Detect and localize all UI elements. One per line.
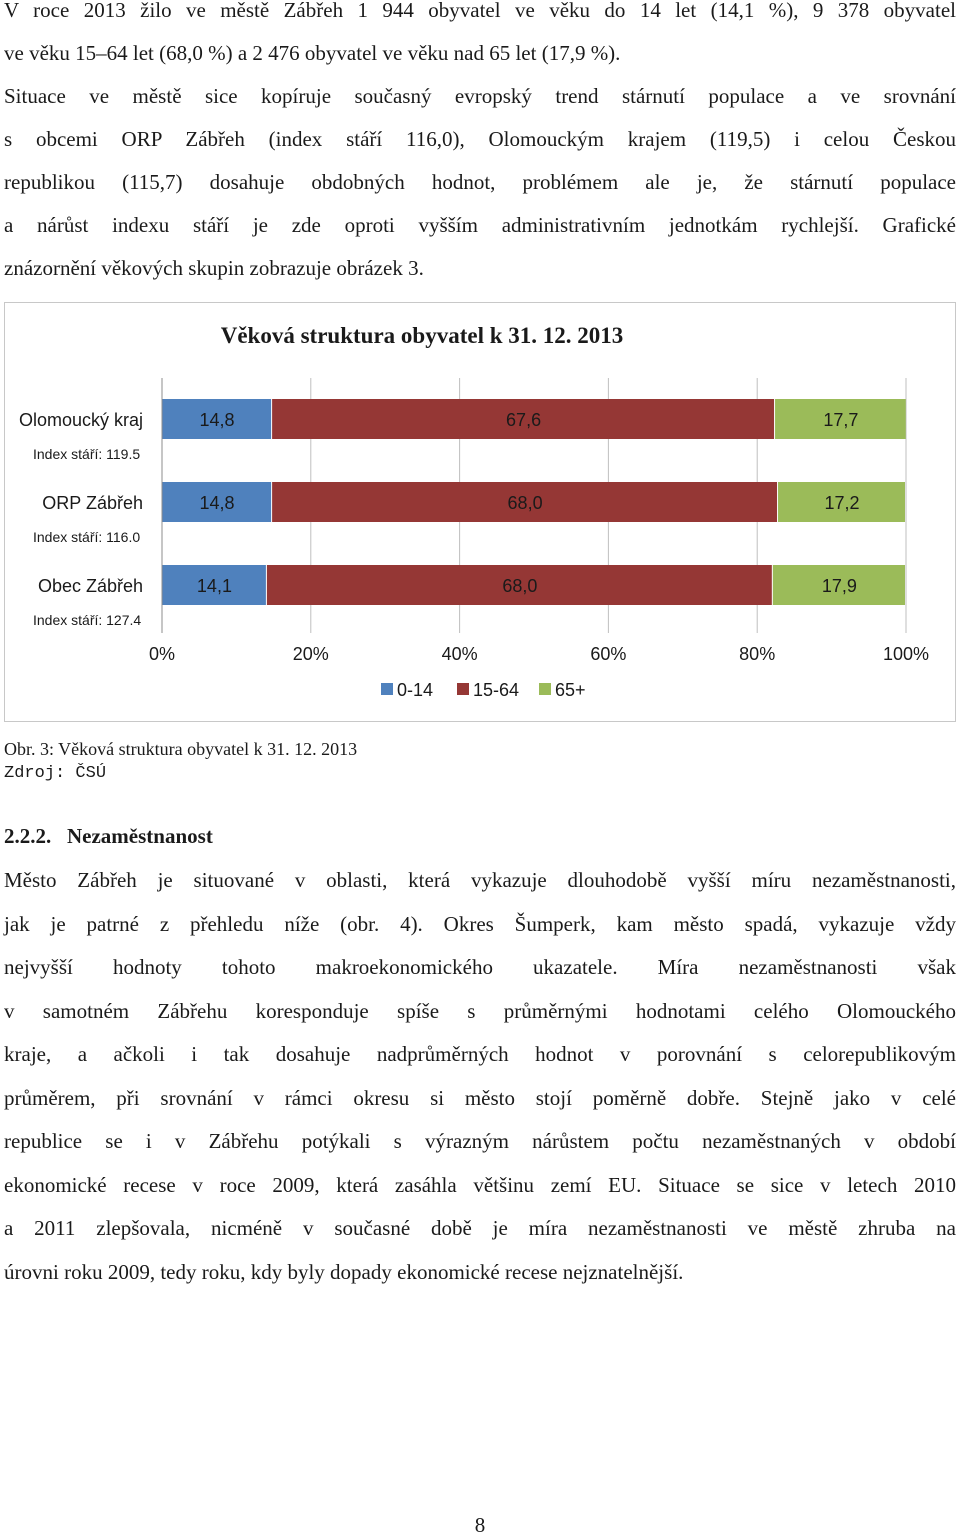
data-label: 68,0 [507, 493, 543, 513]
intro-paragraph [4, 0, 956, 296]
x-tick-label: 40% [441, 644, 478, 664]
data-label: 14,8 [199, 493, 235, 513]
index-note: Index stáří: 116.0 [33, 529, 141, 545]
data-label: 17,9 [821, 576, 857, 596]
data-label: 68,0 [502, 576, 538, 596]
text-line: republice se i v Zábřehu potýkali s výrazným nárůstem počtu nezaměstnaných v období [4, 1129, 956, 1153]
text-line: nejvyšší hodnoty tohoto makroekonomického ukazatele. Míra nezaměstnanosti však [4, 955, 956, 979]
figure-caption: Obr. 3: Věková struktura obyvatel k 31. 12. 2013 [4, 739, 358, 759]
text-line: v samotném Zábřehu koresponduje spíše s průměrnými hodnotami celého Olomouckého [4, 998, 956, 1023]
data-label: 67,6 [506, 410, 542, 430]
category-label: ORP Zábřeh [42, 493, 143, 513]
text-line: V roce 2013 žilo ve městě Zábřeh 1 944 obyvatel ve věku do 14 let (14,1 %), 9 378 obyvatel [4, 0, 956, 22]
x-tick-label: 0% [148, 644, 176, 664]
data-label: 17,7 [823, 410, 859, 430]
category-label: Obec Zábřeh [37, 576, 143, 596]
text-line: kraje, a ačkoli i tak dosahuje nadprůměrných hodnot v porovnání s celorepublikovým [4, 1042, 956, 1066]
legend-label: 65+ [555, 680, 586, 700]
text-line: s obcemi ORP Zábřeh (index stáří 116,0), Olomouckým krajem (119,5) i celou Českou [4, 127, 956, 151]
data-label: 14,1 [196, 576, 232, 596]
text-line: a 2011 zlepšovala, nicméně v současné době je míra nezaměstnanosti ve městě zhruba na [4, 1216, 956, 1240]
legend-swatch [457, 683, 469, 695]
chart-canvas [5, 303, 955, 721]
text-line: ekonomické recese v roce 2009, která zasáhla většinu zemí EU. Situace se sice v letech 2010 [4, 1172, 956, 1197]
text-line: ve věku 15–64 let (68,0 %) a 2 476 obyvatel ve věku nad 65 let (17,9 %). [4, 41, 621, 65]
text-line: Město Zábřeh je situované v oblasti, která vykazuje dlouhodobě vyšší míru nezaměstnanosti, [4, 868, 956, 892]
text-line: republikou (115,7) dosahuje obdobných hodnot, problémem ale je, že stárnutí populace [4, 170, 956, 194]
category-label: Olomoucký kraj [18, 410, 143, 430]
unemployment-paragraph [4, 865, 956, 1300]
text-line: jak je patrné z přehledu níže (obr. 4). Okres Šumperk, kam město spadá, vykazuje vždy [4, 911, 956, 936]
text-line: průměrem, při srovnání v rámci okresu si město stojí poměrně dobře. Stejně jako v celé [4, 1085, 956, 1110]
legend-swatch [381, 683, 393, 695]
index-note: Index stáří: 119.5 [33, 446, 141, 462]
data-label: 17,2 [824, 493, 860, 513]
figure-source: Zdroj: ČSÚ [4, 764, 107, 783]
page-number: 8 [474, 1513, 486, 1537]
x-tick-label: 80% [739, 644, 776, 664]
text-line: znázornění věkových skupin zobrazuje obrázek 3. [4, 256, 424, 280]
legend-label: 0-14 [397, 680, 434, 700]
legend-label: 15-64 [473, 680, 520, 700]
x-tick-label: 60% [590, 644, 627, 664]
chart-title: Věková struktura obyvatel k 31. 12. 2013 [220, 323, 624, 348]
text-line: a nárůst indexu stáří je zde oproti vyšším administrativním jednotkám rychlejší. Grafické [4, 213, 956, 237]
age-structure-chart [4, 302, 956, 722]
x-tick-label: 20% [292, 644, 329, 664]
legend-swatch [539, 683, 551, 695]
text-line: úrovni roku 2009, tedy roku, kdy byly dopady ekonomické recese nejznatelnější. [4, 1259, 684, 1284]
data-label: 14,8 [199, 410, 235, 430]
section-heading: 2.2.2. Nezaměstnanost [4, 824, 213, 848]
text-line: Situace ve městě sice kopíruje současný evropský trend stárnutí populace a ve srovnání [4, 84, 956, 108]
index-note: Index stáří: 127.4 [33, 612, 142, 628]
x-tick-label: 100% [882, 644, 930, 664]
